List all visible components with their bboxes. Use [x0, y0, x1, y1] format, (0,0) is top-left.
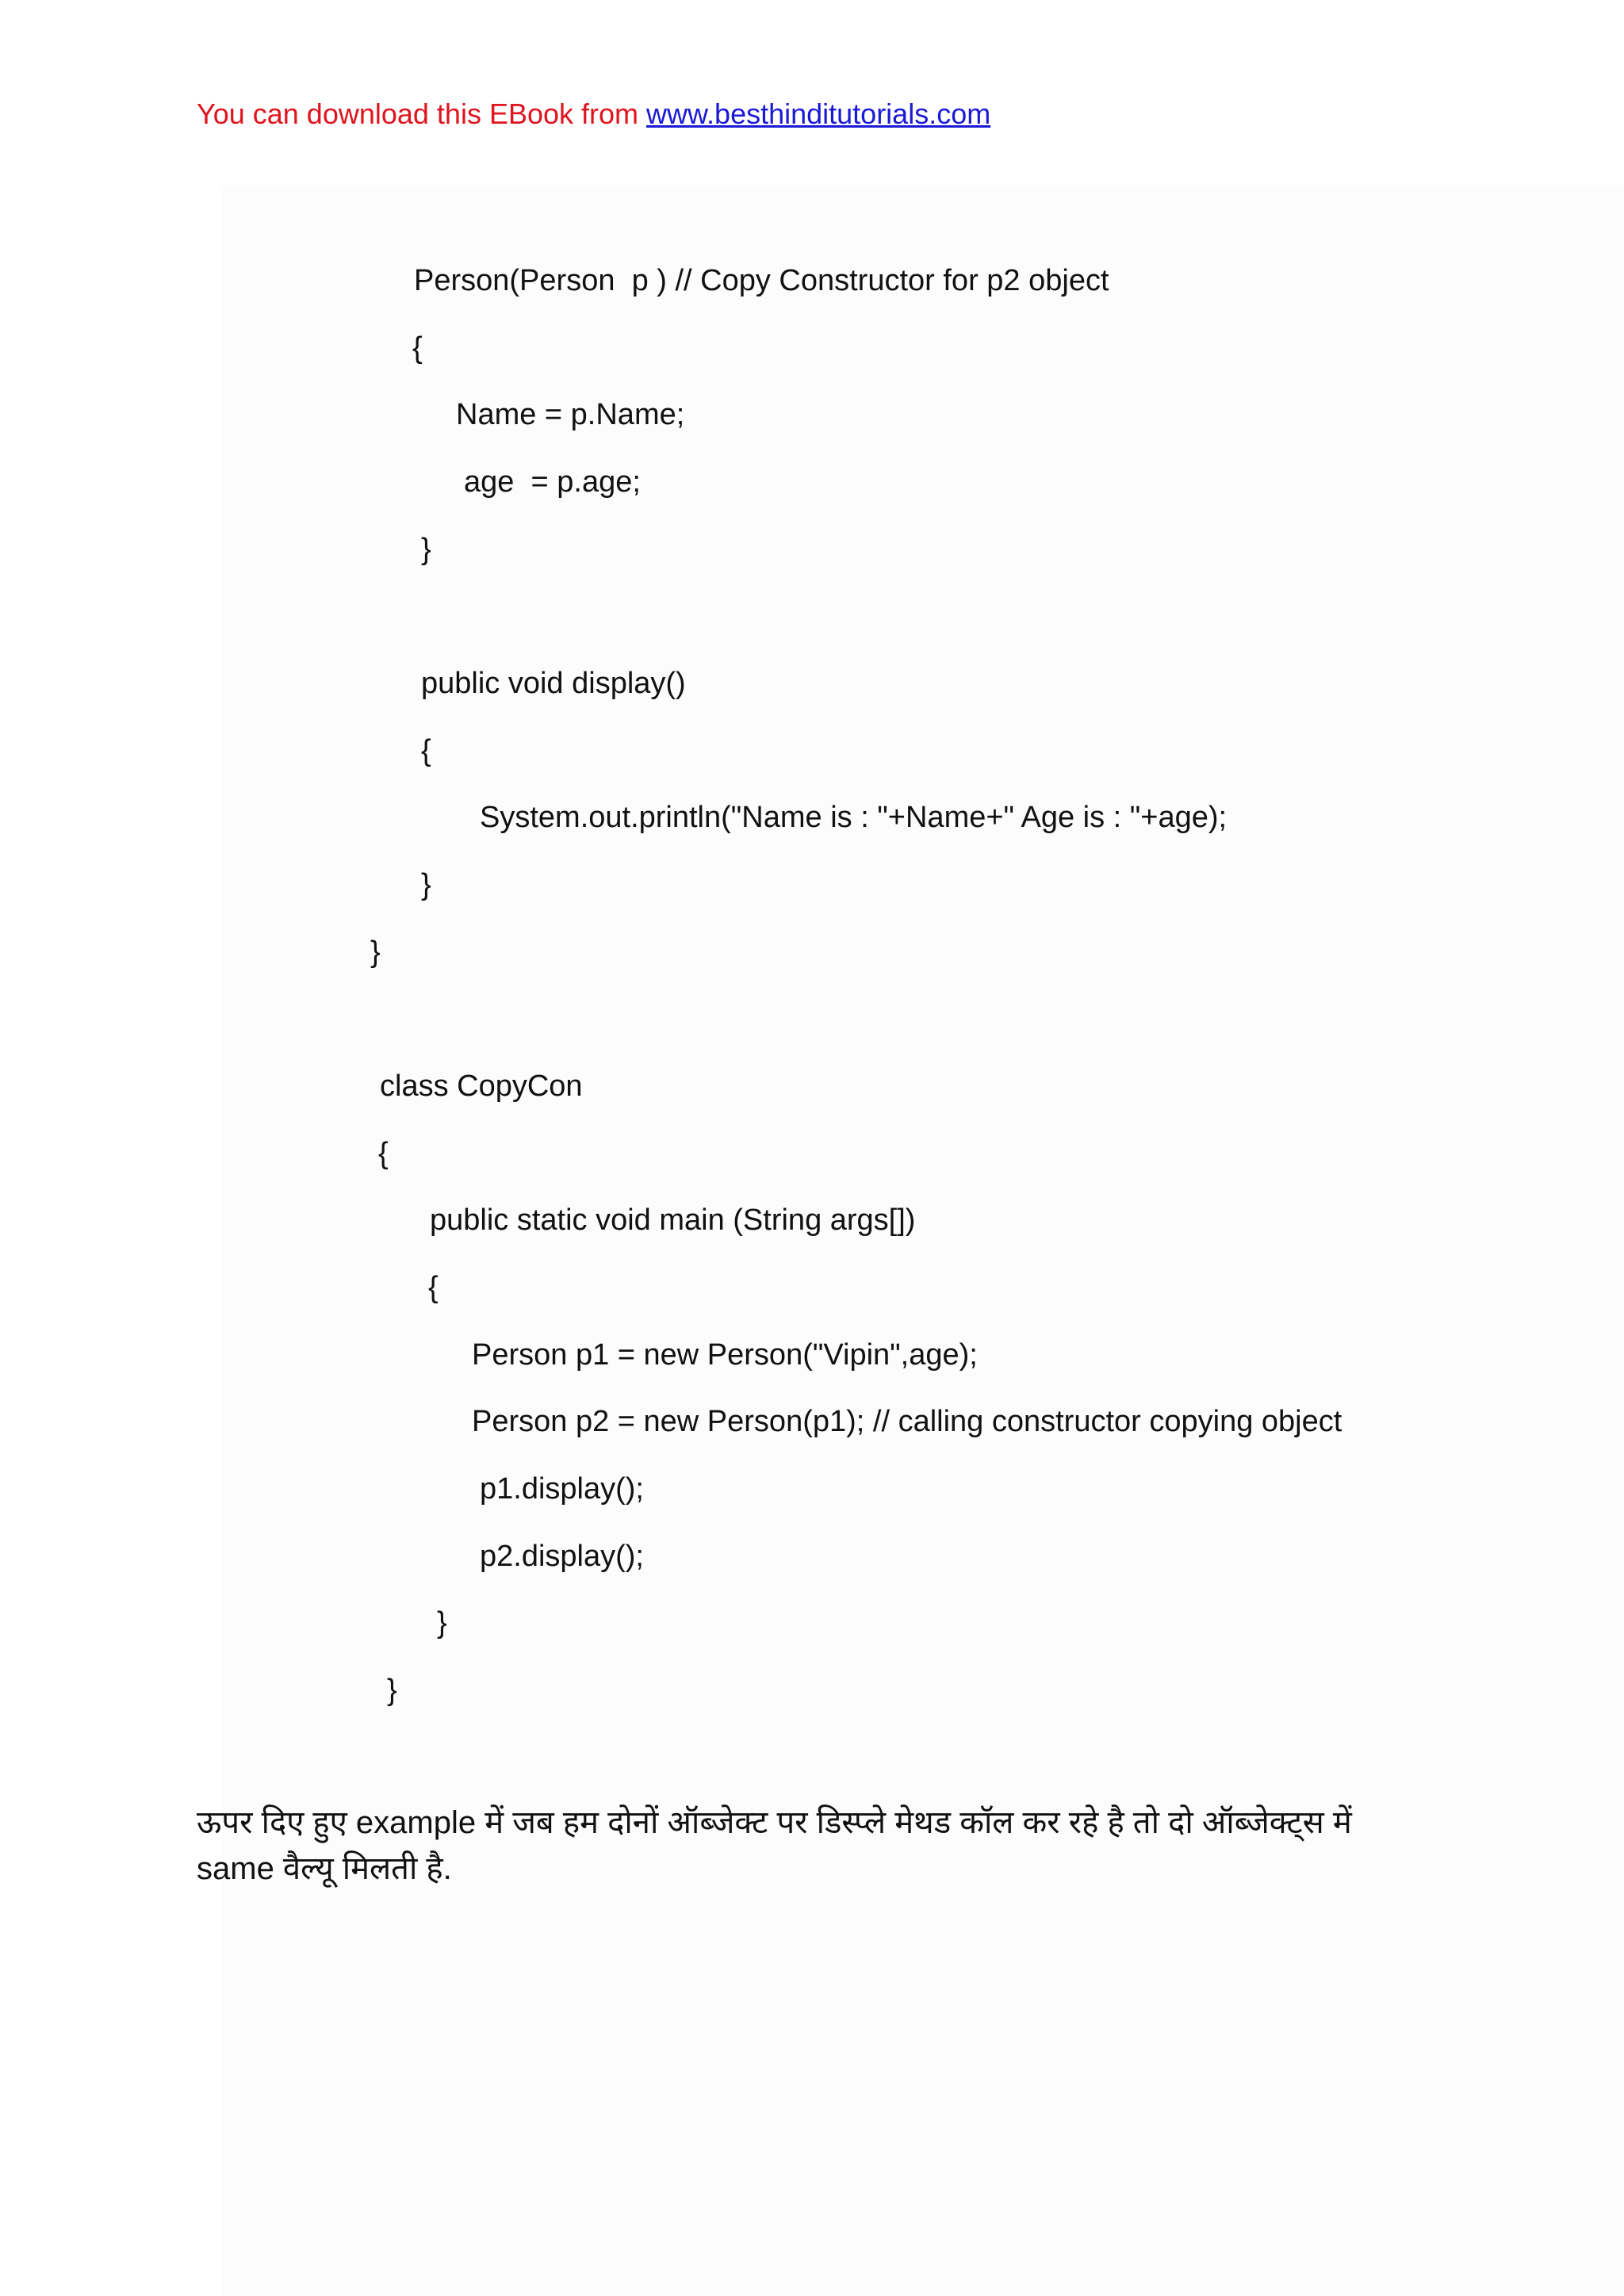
- code-line: }: [437, 1606, 447, 1640]
- code-line: }: [421, 533, 431, 566]
- code-line: p2.display();: [480, 1540, 644, 1573]
- code-line: }: [421, 868, 431, 901]
- download-notice-text: You can download this EBook from: [197, 98, 647, 130]
- code-line: p1.display();: [480, 1472, 644, 1506]
- explanation-paragraph: ऊपर दिए हुए example में जब हम दोनों ऑब्जेक्ट पर डिस्प्ले मेथड कॉल कर रहे है तो दो ऑब्जेक्ट्स में same वैल्यू मिलती है.: [197, 1805, 1352, 1886]
- code-line: {: [428, 1271, 439, 1304]
- code-line: public static void main (String args[]): [430, 1203, 916, 1237]
- code-line: class CopyCon: [380, 1070, 583, 1103]
- page-background-panel: [222, 186, 1624, 2296]
- code-line: System.out.println("Name is : "+Name+" Age is : "+age);: [480, 801, 1228, 834]
- code-line: {: [378, 1137, 389, 1170]
- code-line: {: [421, 734, 431, 767]
- code-line: {: [412, 331, 423, 365]
- code-line: age = p.age;: [464, 465, 641, 499]
- code-line: public void display(): [421, 667, 686, 700]
- code-line: Person p1 = new Person("Vipin",age);: [472, 1338, 978, 1372]
- code-line: }: [370, 936, 381, 969]
- code-line: Person p2 = new Person(p1); // calling constructor copying object: [472, 1405, 1342, 1438]
- download-notice: [197, 94, 990, 135]
- website-link[interactable]: www.besthinditutorials.com: [646, 98, 991, 130]
- code-line: Person(Person p ) // Copy Constructor for p2 object: [414, 264, 1109, 297]
- code-line: Name = p.Name;: [456, 398, 685, 431]
- code-line: }: [387, 1674, 397, 1707]
